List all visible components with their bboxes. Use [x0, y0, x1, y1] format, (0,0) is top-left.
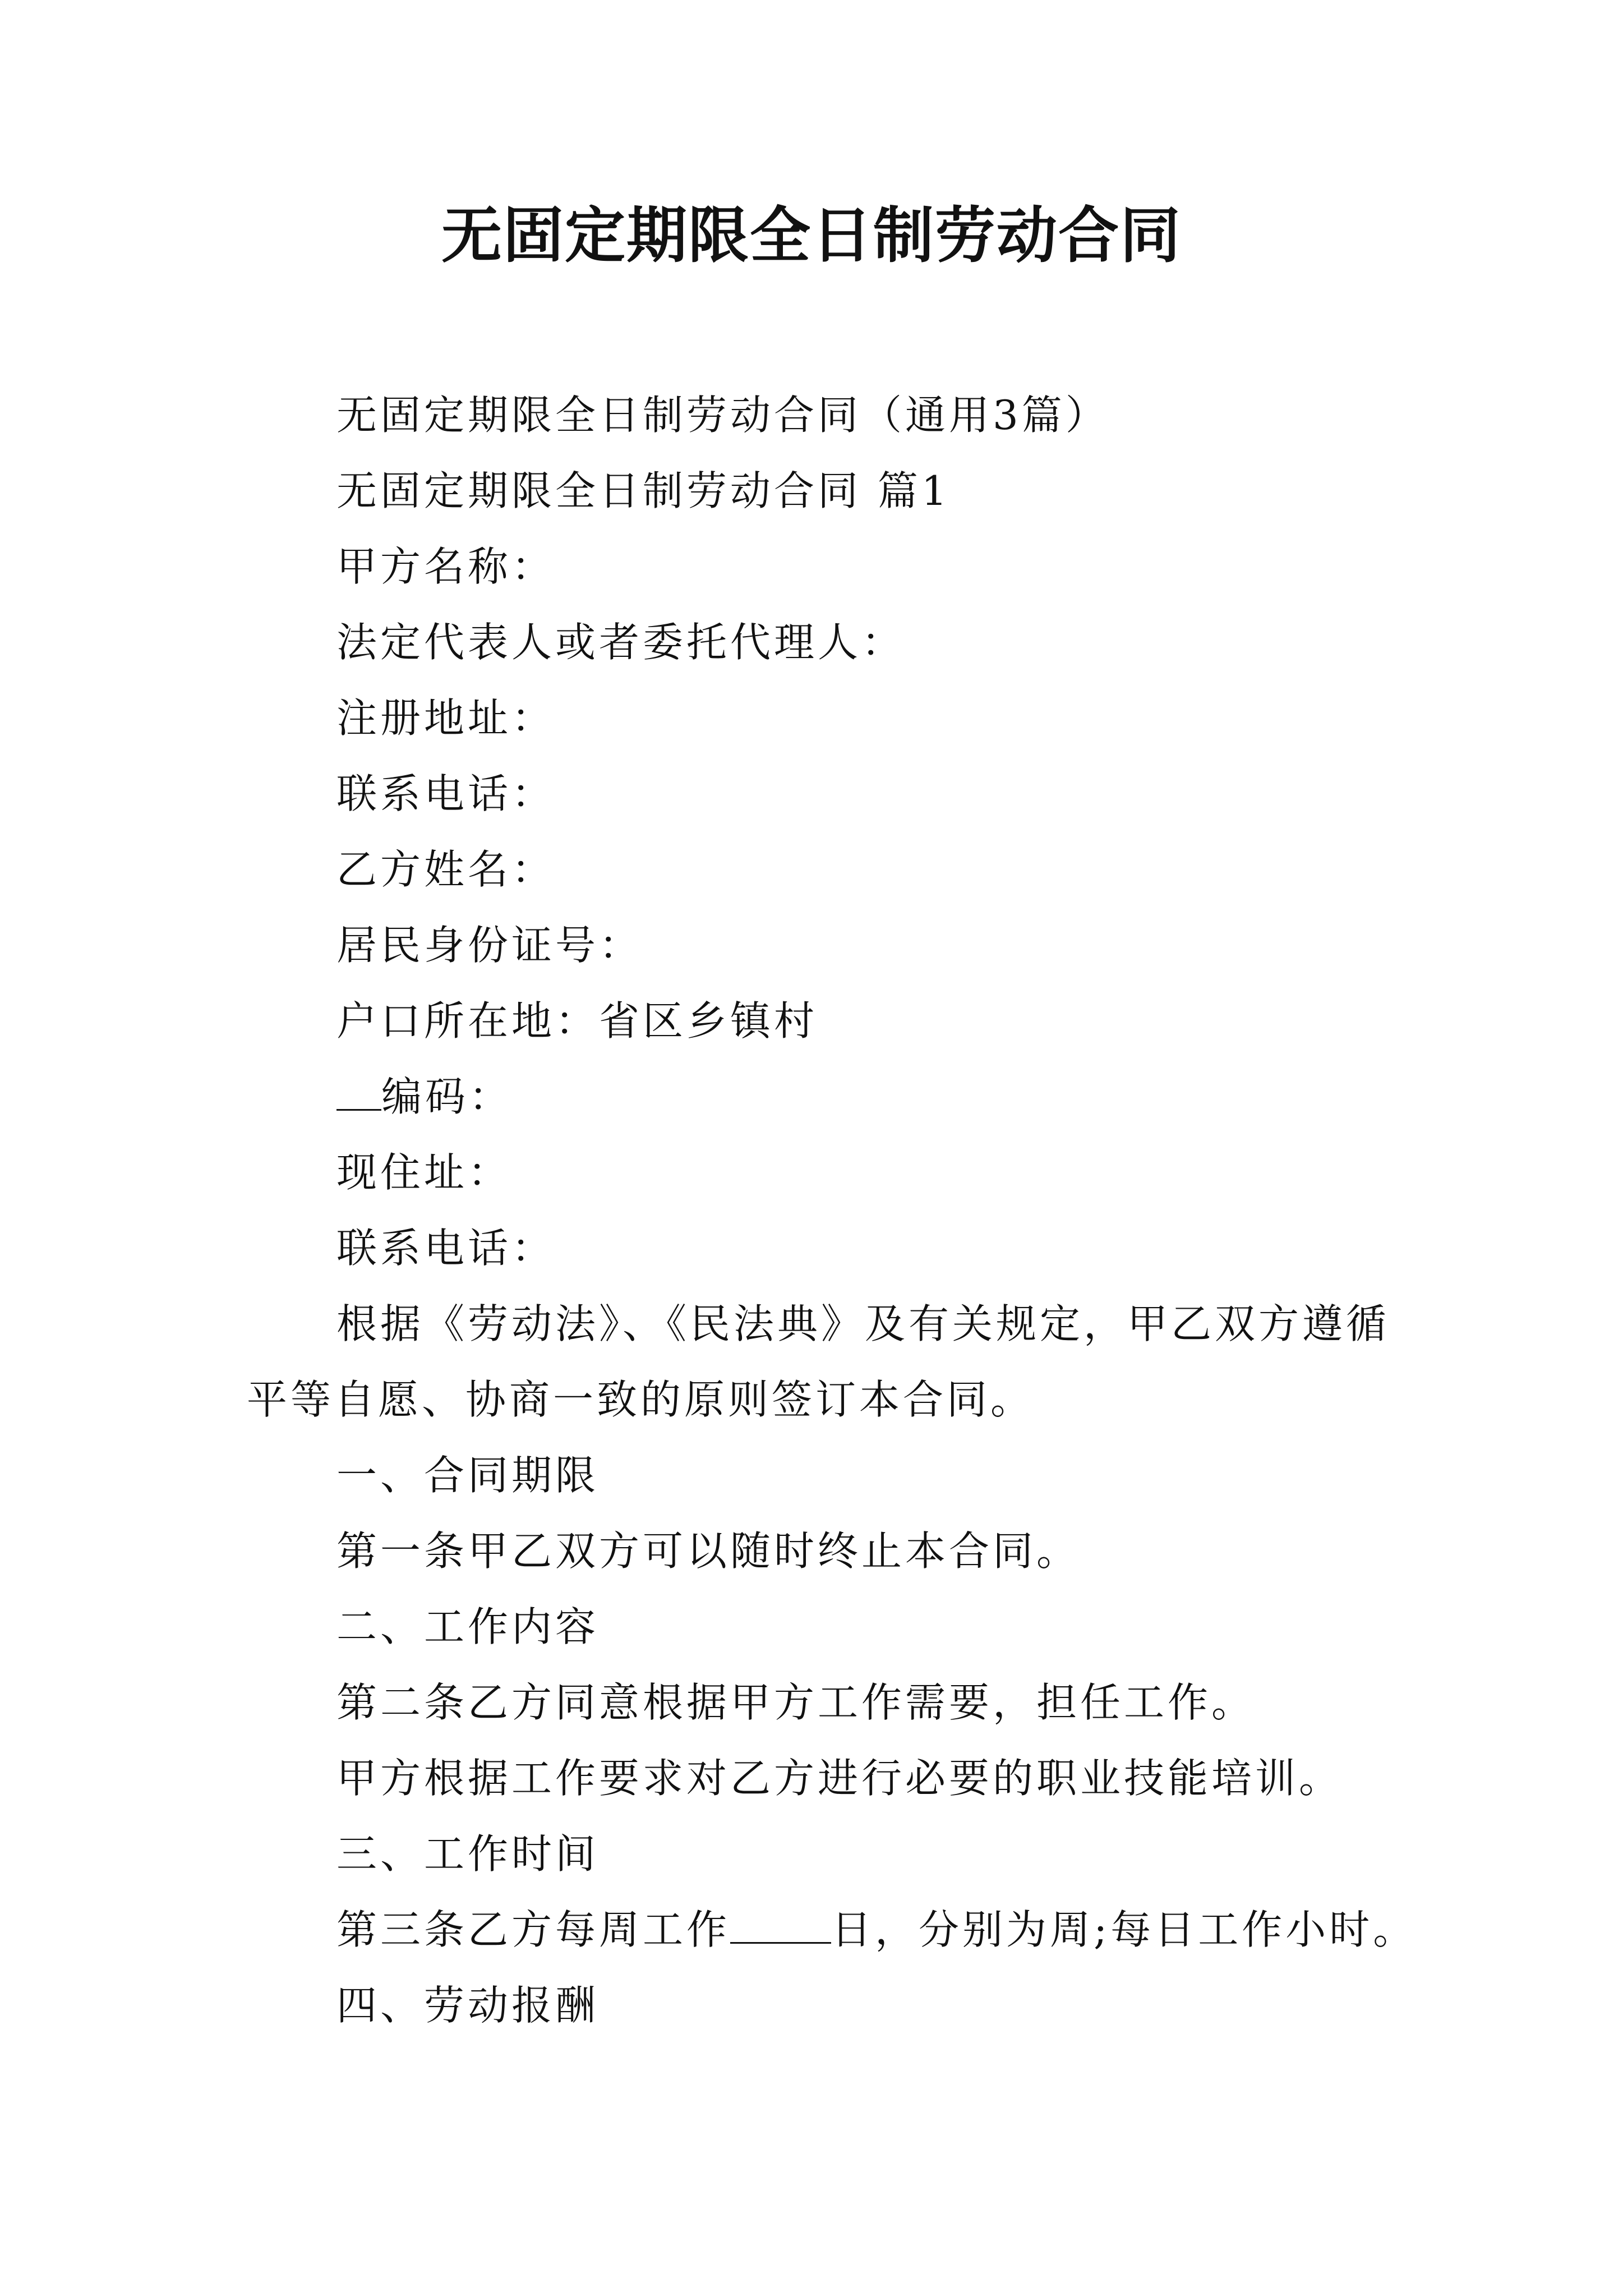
field-registered-address: 注册地址：	[336, 694, 556, 742]
section-work-hours: 三、工作时间	[336, 1830, 600, 1878]
article-1: 第一条甲乙双方可以随时终止本合同。	[336, 1527, 1081, 1575]
article-2-training: 甲方根据工作要求对乙方进行必要的职业技能培训。	[336, 1755, 1343, 1802]
field-legal-representative: 法定代表人或者委托代理人：	[336, 619, 906, 666]
blank-underline	[336, 1075, 381, 1111]
field-party-a-phone: 联系电话：	[336, 770, 556, 817]
field-postal-code-row	[336, 1069, 513, 1125]
field-household-location: 户口所在地：省区乡镇村	[336, 997, 818, 1045]
field-party-b-name: 乙方姓名：	[336, 846, 556, 893]
section-remuneration: 四、劳动报酬	[336, 1982, 600, 2029]
article-3-end: 日，分别为周;每日工作小时。	[831, 1906, 1417, 1953]
subtitle-line: 无固定期限全日制劳动合同（通用3篇）	[336, 392, 1109, 439]
document-title: 无固定期限全日制劳动合同	[441, 200, 1182, 271]
field-current-address: 现住址：	[336, 1149, 512, 1196]
field-party-a-name: 甲方名称：	[336, 543, 556, 590]
field-postal-code: 编码：	[381, 1073, 513, 1120]
paragraph-preamble-line2: 平等自愿、协商一致的原则签订本合同。	[247, 1376, 1035, 1423]
paragraph-preamble-line1: 根据《劳动法》、《民法典》及有关规定，甲乙双方遵循	[336, 1300, 1390, 1347]
article-3-row	[336, 1902, 1417, 1958]
field-id-number: 居民身份证号：	[336, 922, 643, 969]
section-heading-part1: 无固定期限全日制劳动合同 篇1	[336, 467, 951, 514]
blank-underline	[730, 1908, 831, 1944]
field-party-b-phone: 联系电话：	[336, 1225, 556, 1272]
section-contract-term: 一、合同期限	[336, 1452, 600, 1499]
section-work-content: 二、工作内容	[336, 1603, 600, 1650]
article-2: 第二条乙方同意根据甲方工作需要，担任工作。	[336, 1679, 1256, 1726]
article-3-start: 第三条乙方每周工作	[336, 1906, 731, 1953]
